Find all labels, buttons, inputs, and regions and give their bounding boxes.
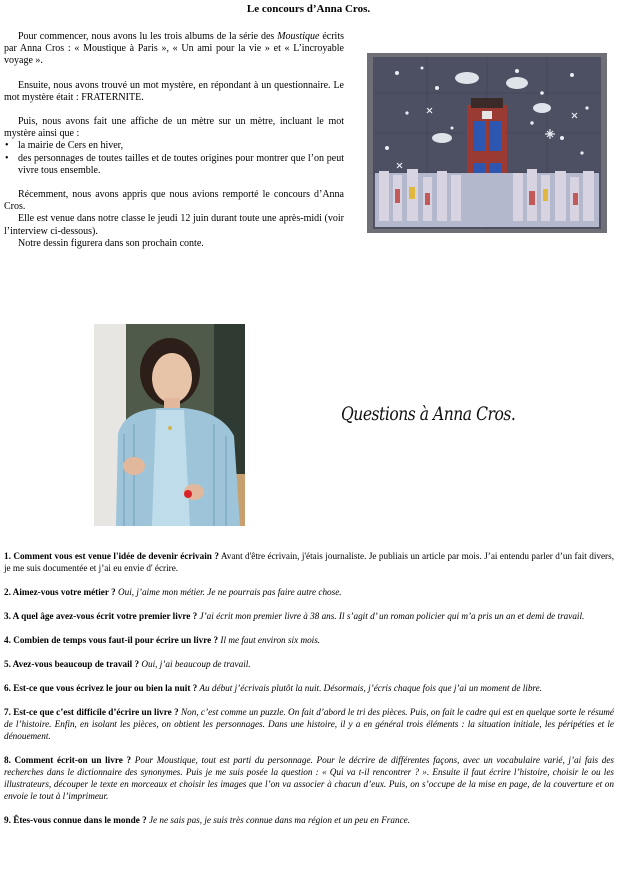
series-name: Moustique [277, 31, 320, 42]
intro-paragraph-2: Ensuite, nous avons trouvé un mot mystère, en répondant à un questionnaire. Le mot mystère était : FRATERNITE. [4, 79, 344, 103]
author-photo [94, 324, 245, 526]
poster-illustration [367, 53, 607, 233]
question: 3. A quel âge avez-vous écrit votre premier livre ? [4, 611, 198, 621]
questions-heading: Questions à Anna Cros. [341, 403, 516, 425]
answer: Au début j’écrivais plutôt la nuit. Désormais, j’écris chaque fois que j’ai un moment de libre. [197, 683, 543, 693]
answer: Oui, j’aime mon métier. Je ne pourrais pas faire autre chose. [115, 587, 342, 597]
answer: Non, c’est comme un puzzle. On fait d’abord le tri des pièces. Puis, on fait le cadre qui est en quelque sorte le résumé de l’histoire. Enfin, en isolant les pièces, on obtient les personnages. Dans une histoire, il y a en général trois éléments : la situation initiale, les péripéties et le dénouement. [4, 707, 614, 741]
list-item: • la mairie de Cers en hiver, [4, 140, 344, 152]
qa-item [4, 634, 614, 646]
answer: Avant d'être écrivain, j'étais journaliste. Je publiais un article par mois. J’ai entendu parler d’un fait divers, je me suis documentée et j’ai eu envie d' écrire. [4, 551, 614, 573]
question: 4. Combien de temps vous faut-il pour écrire un livre ? [4, 635, 219, 645]
intro-paragraph-4: Récemment, nous avons appris que nous avions remporté le concours d’Anna Cros. [4, 189, 344, 213]
question: 2. Aimez-vous votre métier ? [4, 587, 116, 597]
question: 9. Êtes-vous connue dans le monde ? [4, 815, 147, 825]
question: 1. Comment vous est venue l'idée de devenir écrivain ? [4, 551, 219, 561]
intro-paragraph-3: Puis, nous avons fait une affiche de un mètre sur un mètre, incluant le mot mystère ainsi que : [4, 116, 344, 140]
answer: Oui, j’ai beaucoup de travail. [139, 659, 251, 669]
list-item: • des personnages de toutes tailles et de toutes origines pour montrer que l’on peut vivre tous ensemble. [4, 153, 344, 177]
qa-item [4, 682, 614, 694]
qa-item [4, 586, 614, 598]
question: 5. Avez-vous beaucoup de travail ? [4, 659, 140, 669]
answer: Il me faut environ six mois. [218, 635, 321, 645]
poster-contents-list [4, 140, 344, 177]
qa-item [4, 658, 614, 670]
answer: Pour Moustique, tout est parti du personnage. Pour le décrire de différentes façons, avec un vocabulaire varié, j’ai fais des recherches dans le dictionnaire des synonymes. Puis je me suis posée la question : « Qui va t-il rencontrer ? ». Ensuite il faut écrire l’histoire, choisir le ou les illustrateurs, découper le texte en morceaux et choisir les images que l’on va associer à chacun d’eux. Puis, on s’occupe de la mise en page, de la couverture et on envoie le tout à l’imprimeur. [4, 755, 614, 801]
intro-paragraph-5: Elle est venue dans notre classe le jeudi 12 juin durant toute une après-midi (voir l’interview ci-dessous). [4, 213, 344, 237]
answer: J’ai écrit mon premier livre à 38 ans. Il s’agit d’ un roman policier qui m’a pris un an et demi de travail. [197, 611, 585, 621]
article-title: Le concours d’Anna Cros. [246, 3, 371, 15]
qa-item [4, 814, 614, 826]
poster-photo [367, 53, 607, 233]
qa-item [4, 706, 614, 742]
interview-section [4, 550, 614, 838]
intro-paragraph-1: Pour commencer, nous avons lu les trois albums de la série des Moustique écrits par Anna Cros : « Moustique à Paris », « Un ami pour la vie » et « L’incroyable voyage ». [4, 31, 344, 67]
intro-text [4, 31, 344, 262]
question: 8. Comment écrit-on un livre ? [4, 755, 132, 765]
qa-item [4, 550, 614, 574]
question: 7. Est-ce que c’est difficile d’écrire un livre ? [4, 707, 179, 717]
question: 6. Est-ce que vous écrivez le jour ou bien la nuit ? [4, 683, 198, 693]
answer: Je ne sais pas, je suis très connue dans ma région et un peu en France. [146, 815, 411, 825]
author-illustration [94, 324, 245, 526]
intro-paragraph-6: Notre dessin figurera dans son prochain conte. [18, 237, 204, 249]
qa-item [4, 754, 614, 802]
qa-item [4, 610, 614, 622]
